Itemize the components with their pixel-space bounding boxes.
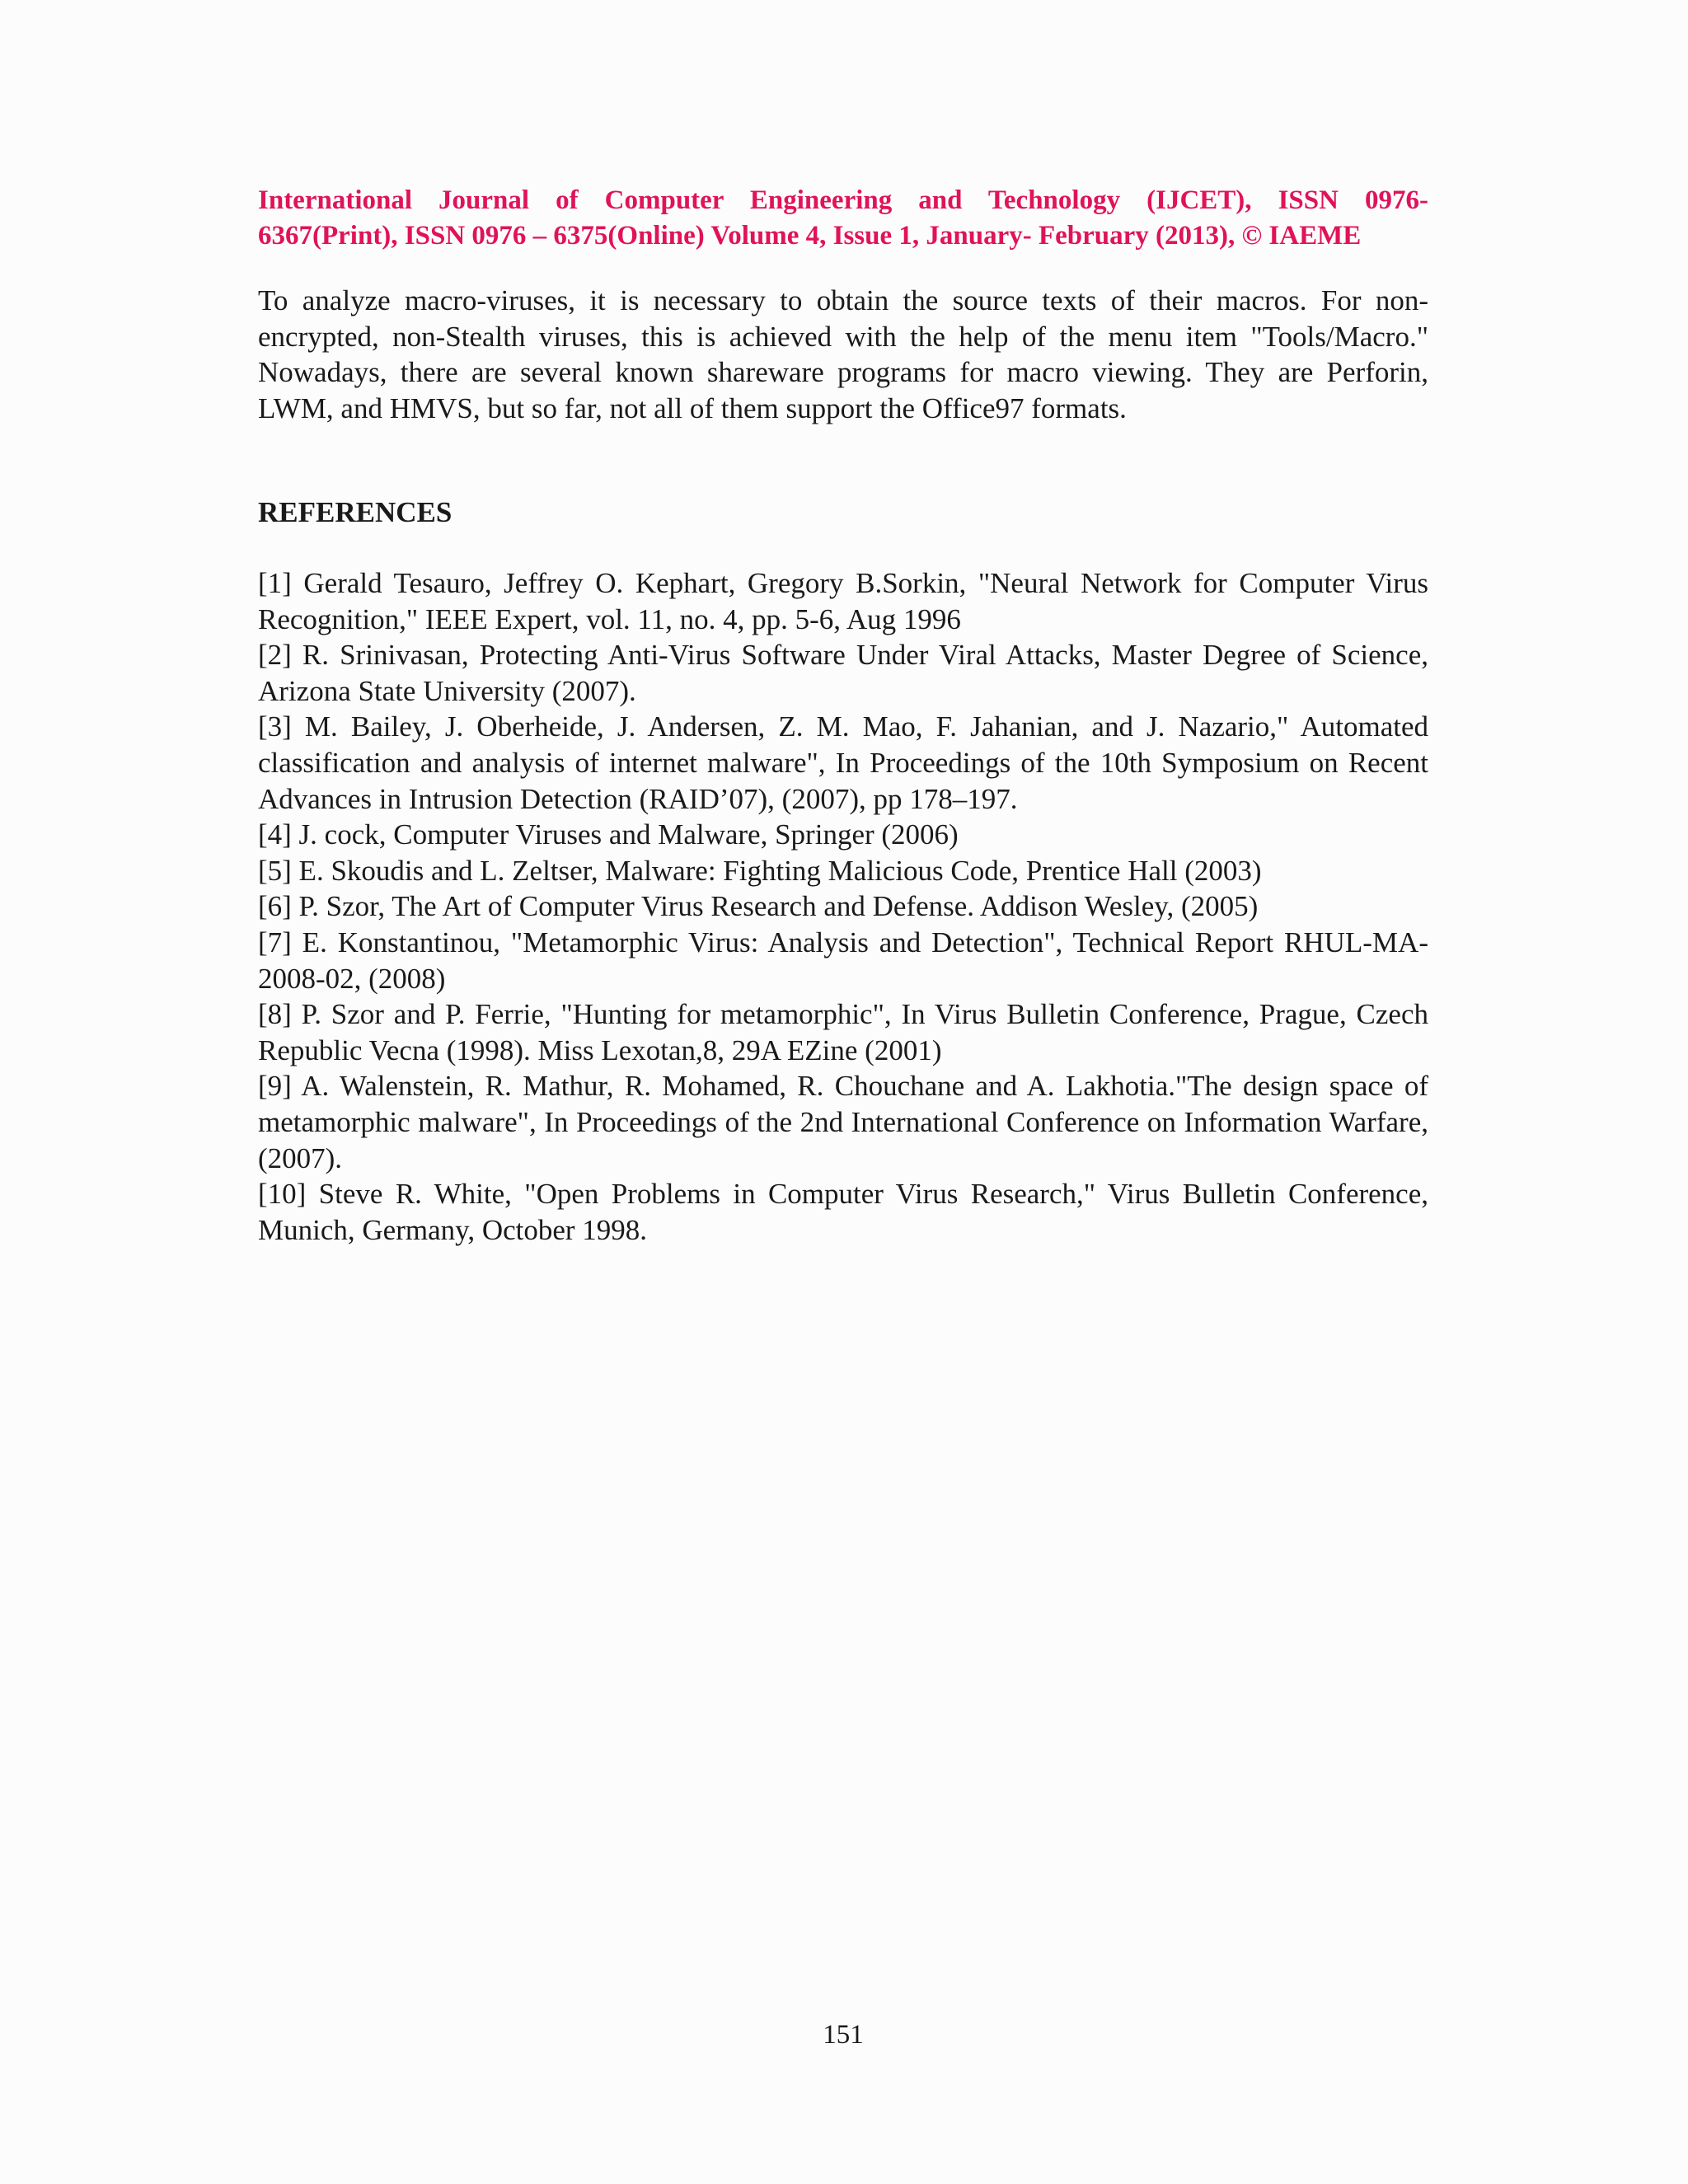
body-paragraph: To analyze macro-viruses, it is necessary to obtain the source texts of their macros. For non-encrypted, non-Stealth viruses, this is achieved with the help of the menu item "Tools/Macro." Nowadays, there are several known shareware programs for macro viewing. They are Perforin, LWM, and HMVS, but so far, not all of them support the Office97 formats. [258, 284, 1428, 424]
journal-header [258, 183, 1428, 254]
references-list [258, 565, 1428, 1248]
journal-header-line-2: 6367(Print), ISSN 0976 – 6375(Online) Volume 4, Issue 1, January- February (2013), © IAEME [258, 221, 1362, 251]
reference-item-3: [3] M. Bailey, J. Oberheide, J. Andersen, Z. M. Mao, F. Jahanian, and J. Nazario," Automated classification and analysis of internet malware", In Proceedings of the 10th Symposium on Recent Advances in Intrusion Detection (RAID’07), (2007), pp 178–197. [258, 710, 1428, 815]
reference-item-2: [2] R. Srinivasan, Protecting Anti-Virus Software Under Viral Attacks, Master Degree of Science, Arizona State University (2007). [258, 639, 1428, 707]
reference-item-9: [9] A. Walenstein, R. Mathur, R. Mohamed, R. Chouchane and A. Lakhotia."The design space of metamorphic malware", In Proceedings of the 2nd International Conference on Information Warfare, (2007). [258, 1070, 1428, 1174]
reference-item-8: [8] P. Szor and P. Ferrie, "Hunting for metamorphic", In Virus Bulletin Conference, Prague, Czech Republic Vecna (1998). Miss Lexotan,8, 29A EZine (2001) [258, 998, 1428, 1066]
reference-item-4: [4] J. cock, Computer Viruses and Malware, Springer (2006) [258, 818, 959, 851]
reference-item-5: [5] E. Skoudis and L. Zeltser, Malware: Fighting Malicious Code, Prentice Hall (2003) [258, 854, 1262, 887]
reference-item-7: [7] E. Konstantinou, "Metamorphic Virus: Analysis and Detection", Technical Report RHUL-MA-2008-02, (2008) [258, 926, 1428, 995]
reference-item-6: [6] P. Szor, The Art of Computer Virus Research and Defense. Addison Wesley, (2005) [258, 890, 1259, 923]
document-page [258, 0, 1428, 2184]
page-number: 151 [823, 2020, 864, 2050]
reference-item-10: [10] Steve R. White, "Open Problems in Computer Virus Research," Virus Bulletin Conference, Munich, Germany, October 1998. [258, 1178, 1428, 1246]
reference-item-1: [1] Gerald Tesauro, Jeffrey O. Kephart, Gregory B.Sorkin, "Neural Network for Computer Virus Recognition," IEEE Expert, vol. 11, no. 4, pp. 5-6, Aug 1996 [258, 567, 1428, 635]
journal-header-line-1: International Journal of Computer Engineering and Technology (IJCET), ISSN 0976- [258, 185, 1428, 215]
references-heading: REFERENCES [258, 496, 452, 528]
